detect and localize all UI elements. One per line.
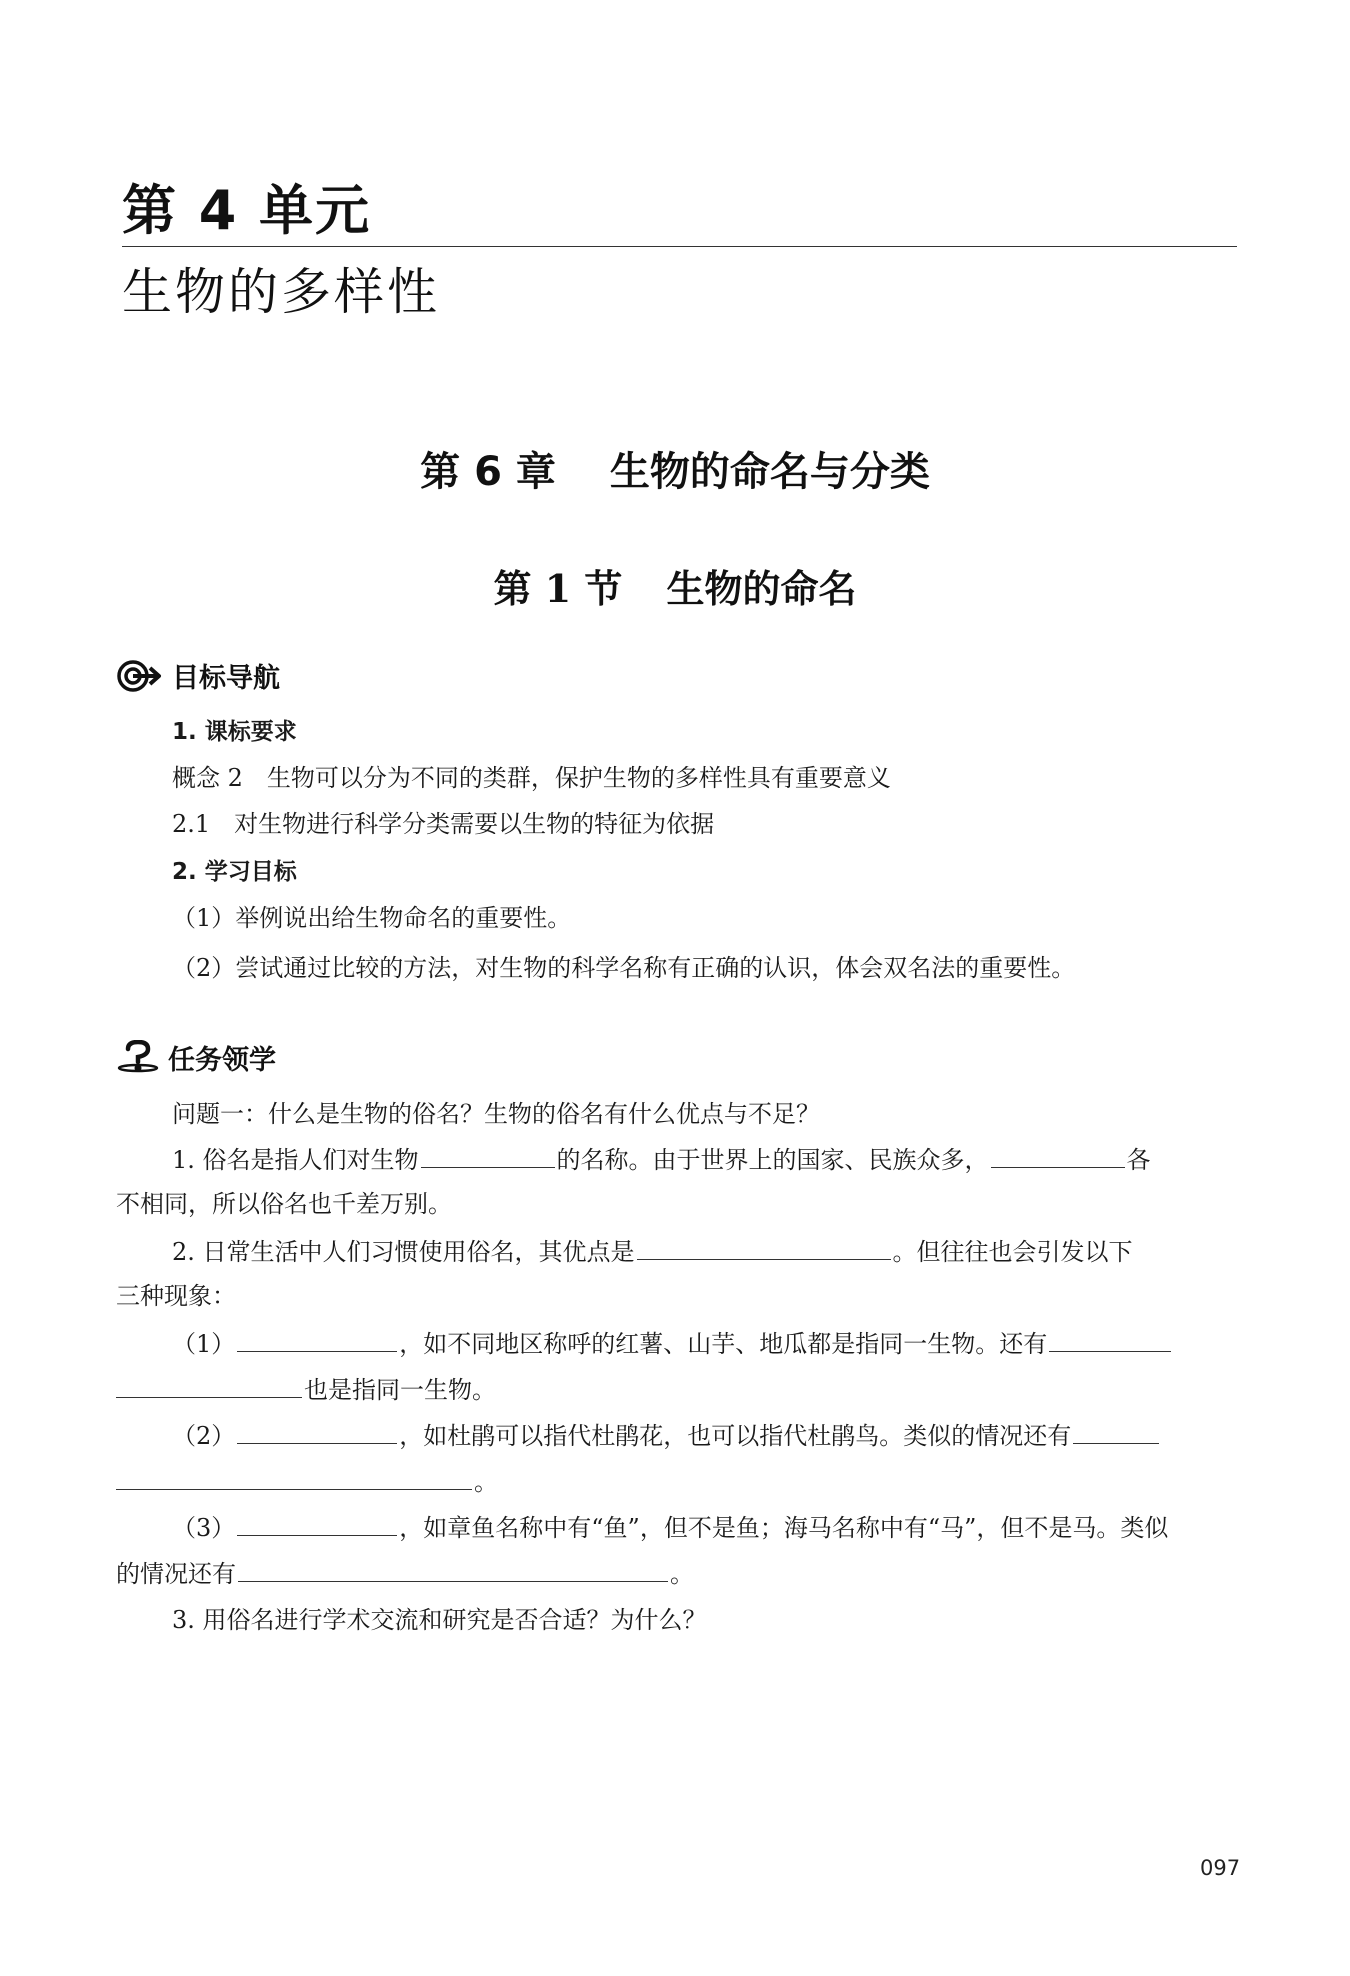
target-arrow-icon bbox=[116, 659, 164, 700]
text-segment: 的名称。由于世界上的国家、民族众多， bbox=[556, 1146, 989, 1174]
text-segment: 。 bbox=[474, 1468, 498, 1496]
section-name: 生物的命名 bbox=[666, 566, 857, 611]
fill-line bbox=[172, 1416, 1161, 1451]
objectives-heading: 2. 学习目标 bbox=[172, 859, 297, 885]
fill-line bbox=[116, 1554, 694, 1589]
text-segment: ，如杜鹃可以指代杜鹃花，也可以指代杜鹃鸟。类似的情况还有 bbox=[399, 1422, 1072, 1450]
curriculum-line: 2.1 对生物进行科学分类需要以生物的特征为依据 bbox=[172, 810, 715, 838]
answer-blank[interactable] bbox=[421, 1143, 555, 1168]
tasks-heading bbox=[116, 1038, 276, 1083]
text-segment: 1. 俗名是指人们对生物 bbox=[172, 1146, 419, 1174]
question-title: 问题一：什么是生物的俗名？生物的俗名有什么优点与不足？ bbox=[172, 1100, 820, 1128]
answer-blank[interactable] bbox=[116, 1465, 472, 1490]
goals-heading-label: 目标导航 bbox=[172, 663, 280, 694]
fill-line: 不相同，所以俗名也千差万别。 bbox=[116, 1190, 452, 1218]
text-segment: 2. 日常生活中人们习惯使用俗名，其优点是 bbox=[172, 1238, 635, 1266]
question-mark-icon bbox=[116, 1040, 160, 1083]
fill-line bbox=[172, 1508, 1168, 1543]
text-segment: 各 bbox=[1126, 1146, 1151, 1174]
fill-line bbox=[116, 1462, 498, 1497]
fill-line bbox=[172, 1232, 1133, 1267]
unit-title: 第 4 单元 bbox=[122, 179, 372, 242]
fill-line bbox=[172, 1140, 1151, 1175]
text-segment: ，如章鱼名称中有“鱼”，但不是鱼；海马名称中有“马”，但不是马。类似 bbox=[399, 1514, 1169, 1542]
tasks-heading-label: 任务领学 bbox=[168, 1045, 276, 1076]
answer-blank[interactable] bbox=[991, 1143, 1125, 1168]
answer-blank[interactable] bbox=[237, 1419, 397, 1444]
answer-blank[interactable] bbox=[1049, 1327, 1171, 1352]
unit-subtitle: 生物的多样性 bbox=[122, 263, 440, 321]
page-number: 097 bbox=[1200, 1856, 1241, 1880]
text-segment: 。但往往也会引发以下 bbox=[892, 1238, 1133, 1266]
text-segment: （2） bbox=[172, 1422, 236, 1450]
section-title bbox=[0, 558, 1350, 613]
answer-blank[interactable] bbox=[237, 1511, 397, 1536]
answer-blank[interactable] bbox=[238, 1557, 668, 1582]
chapter-label: 第 6 章 bbox=[420, 449, 556, 495]
text-segment: ，如不同地区称呼的红薯、山芋、地瓜都是指同一生物。还有 bbox=[399, 1330, 1048, 1358]
objective-line: （2）尝试通过比较的方法，对生物的科学名称有正确的认识，体会双名法的重要性。 bbox=[172, 954, 1076, 982]
text-segment: 的情况还有 bbox=[116, 1560, 236, 1588]
fill-line bbox=[116, 1370, 496, 1405]
curriculum-line: 概念 2 生物可以分为不同的类群，保护生物的多样性具有重要意义 bbox=[172, 764, 891, 792]
goals-heading bbox=[116, 656, 280, 700]
text-segment: （1） bbox=[172, 1330, 236, 1358]
text-segment: 也是指同一生物。 bbox=[304, 1376, 496, 1404]
chapter-title bbox=[0, 440, 1350, 497]
text-segment: （3） bbox=[172, 1514, 236, 1542]
unit-divider bbox=[122, 246, 1237, 247]
fill-line: 三种现象： bbox=[116, 1282, 236, 1310]
objective-line: （1）举例说出给生物命名的重要性。 bbox=[172, 904, 572, 932]
fill-line bbox=[172, 1324, 1173, 1359]
section-label: 第 1 节 bbox=[493, 566, 623, 611]
chapter-name: 生物的命名与分类 bbox=[609, 449, 930, 495]
text-segment: 。 bbox=[670, 1560, 694, 1588]
answer-blank[interactable] bbox=[116, 1373, 302, 1398]
question-line: 3. 用俗名进行学术交流和研究是否合适？为什么？ bbox=[172, 1606, 707, 1634]
answer-blank[interactable] bbox=[237, 1327, 397, 1352]
answer-blank[interactable] bbox=[1073, 1419, 1159, 1444]
curriculum-heading: 1. 课标要求 bbox=[172, 719, 297, 745]
answer-blank[interactable] bbox=[637, 1235, 891, 1260]
